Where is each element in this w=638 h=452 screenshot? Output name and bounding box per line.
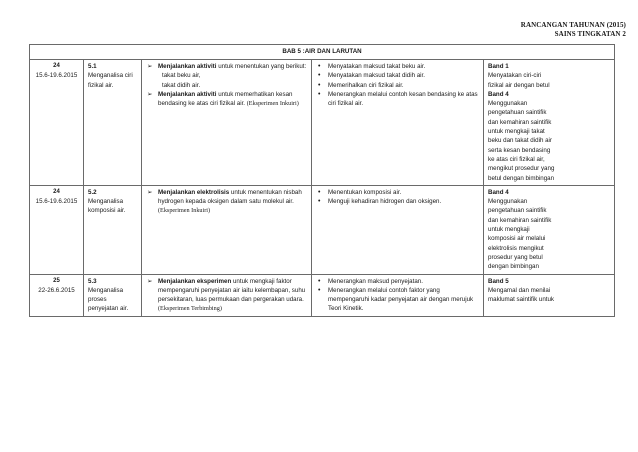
band-cell: Band 5 Mengamal dan menilai maklumat saintifik untuk — [484, 274, 615, 316]
outcome-cell — [312, 274, 484, 316]
list-item: • Menyatakan maksud takat didih air. — [316, 71, 479, 80]
table-row — [30, 274, 615, 316]
band-title: Band 1 — [488, 63, 509, 70]
header-subtitle: SAINS TINGKATAN 2 — [554, 30, 626, 38]
list-item: ➢ Menjalankan aktiviti untuk menentukan yang berikut: — [146, 62, 307, 71]
activity-cell — [142, 274, 312, 316]
week-dates: 15.6-19.6.2015 — [35, 72, 78, 80]
week-number: 25 — [53, 277, 60, 284]
band-cell: Band 4 Menggunakan pengetahuan saintifik dan kemahiran saintifik untuk mengkaji komposisi air melalui elektrolisis mengikut prosedur yang betul dengan bimbingan — [484, 185, 615, 274]
list-item: • Memerihalkan ciri fizikal air. — [316, 81, 479, 90]
week-cell — [30, 60, 84, 186]
document-header — [521, 21, 626, 39]
list-item: takat beku air, — [162, 72, 201, 80]
week-number: 24 — [53, 63, 60, 69]
band-cell: Band 1 Menyatakan ciri-ciri fizikal air dengan betul Band 4 Menggunakan pengetahuan saintifik dan kemahiran saintifik untuk mengkaji takat beku dan takat didih air serta kesan bendasing ke atas ciri fizikal air, mengikut prosedur yang betul dengan bimbingan — [484, 60, 615, 186]
week-number: 24 — [53, 188, 60, 195]
list-item: takat didih air. — [162, 81, 201, 89]
outcome-cell — [312, 185, 484, 274]
standard-text: Menganalisa komposisi air. — [88, 198, 126, 215]
standard-text: Menganalisa proses penyejatan air. — [88, 286, 129, 313]
standard-cell — [84, 274, 142, 316]
standard-cell — [84, 60, 142, 186]
list-item: • Menyatakan maksud takat beku air. — [316, 62, 479, 71]
outcome-cell — [312, 60, 484, 186]
list-item: • Menentukan komposisi air. — [316, 188, 479, 197]
standard-cell — [84, 185, 142, 274]
table-row — [30, 185, 615, 274]
chapter-row — [30, 45, 615, 60]
list-item: ➢ Menjalankan elektrolisis untuk menentukan nisbah hydrogen kepada oksigen dalam satu molekul air. (Eksperimen Inkuiri) — [146, 188, 307, 216]
list-item: • Menerangkan melalui contoh faktor yang mempengaruhi kadar penyejatan air dengan merujuk Teori Kinetik. — [316, 286, 479, 314]
band-title: Band 4 — [488, 90, 509, 98]
week-dates: 22-26.6.2015 — [38, 286, 75, 294]
band-title: Band 5 — [488, 277, 509, 285]
chapter-title: BAB 5 :AIR DAN LARUTAN — [30, 45, 615, 60]
band-title: Band 4 — [488, 188, 509, 196]
list-item: ➢ Menjalankan eksperimen untuk mengkaji faktor mempengaruhi penyejatan air iaitu kelembapan, suhu persekitaran, luas permukaan dan pergerakan udara. (Eksperimen Terbimbing) — [146, 277, 307, 314]
week-dates: 15.6-19.6.2015 — [35, 198, 78, 206]
week-cell — [30, 274, 84, 316]
activity-cell — [142, 185, 312, 274]
list-item: ➢ Menjalankan aktiviti untuk memerhatikan kesan bendasing ke atas ciri fizikal air. (Eksperimen Inkuiri) — [146, 90, 307, 109]
standard-code: 5.3 — [88, 277, 97, 285]
yearly-plan-table — [29, 44, 615, 317]
list-item: • Menerangkan maksud penyejatan. — [316, 277, 479, 286]
list-item: • Menerangkan melalui contoh kesan bendasing ke atas ciri fizikal air. — [316, 90, 479, 109]
standard-code: 5.1 — [88, 63, 97, 70]
week-cell — [30, 185, 84, 274]
standard-text: Menganalisa ciri fizikal air. — [88, 72, 133, 89]
standard-code: 5.2 — [88, 188, 97, 196]
header-title: RANCANGAN TAHUNAN (2015) — [520, 21, 626, 29]
table-row — [30, 60, 615, 186]
activity-cell — [142, 60, 312, 186]
list-item: • Menguji kehadiran hidrogen dan oksigen. — [316, 197, 479, 206]
